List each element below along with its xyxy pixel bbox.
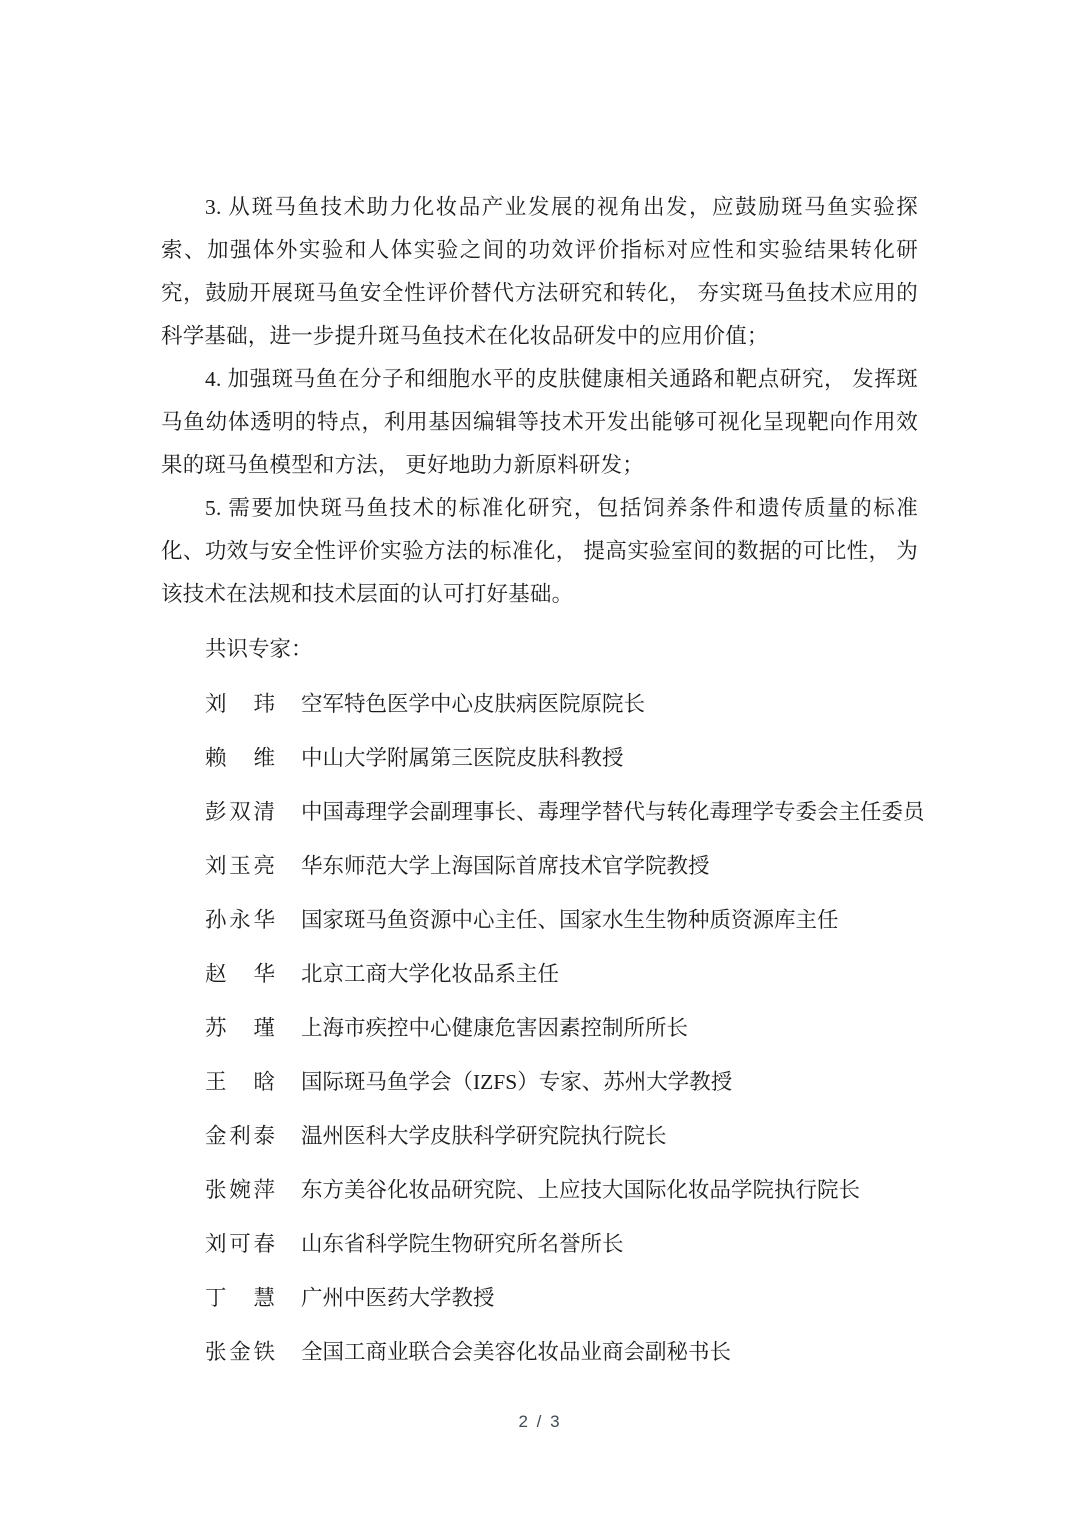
expert-title: 中山大学附属第三医院皮肤科教授	[301, 746, 624, 770]
expert-row	[161, 1277, 918, 1320]
expert-list	[161, 683, 925, 1374]
expert-row	[161, 1169, 918, 1212]
expert-title: 上海市疾控中心健康危害因素控制所所长	[301, 1016, 689, 1040]
expert-name: 苏 瑾	[205, 1016, 275, 1040]
expert-row	[161, 953, 918, 996]
page-number: 2 / 3	[518, 1412, 562, 1431]
expert-name: 张金铁	[205, 1340, 275, 1364]
paragraph-5: 5. 需要加快斑马鱼技术的标准化研究，包括饲养条件和遗传质量的标准化、功效与安全性评价实验方法的标准化， 提高实验室间的数据的可比性， 为该技术在法规和技术层面的认可打好基础。	[161, 496, 918, 606]
expert-title: 山东省科学院生物研究所名誉所长	[301, 1232, 624, 1256]
expert-title: 东方美谷化妆品研究院、上应技大国际化妆品学院执行院长	[301, 1178, 861, 1202]
expert-name: 赵 华	[205, 962, 275, 986]
expert-name: 王 晗	[205, 1070, 275, 1094]
expert-row	[161, 845, 918, 888]
expert-row	[161, 683, 918, 726]
expert-title: 中国毒理学会副理事长、毒理学替代与转化毒理学专委会主任委员	[301, 800, 925, 824]
expert-row	[161, 1223, 918, 1266]
expert-name: 赖 维	[205, 746, 275, 770]
expert-row	[161, 1061, 918, 1104]
expert-name: 张婉萍	[205, 1178, 275, 1202]
expert-row	[161, 1115, 918, 1158]
expert-title: 华东师范大学上海国际首席技术官学院教授	[301, 854, 710, 878]
paragraph-3: 3. 从斑马鱼技术助力化妆品产业发展的视角出发，应鼓励斑马鱼实验探索、加强体外实验和人体实验之间的功效评价指标对应性和实验结果转化研究，鼓励开展斑马鱼安全性评价替代方法研究和转化， 夯实斑马鱼技术应用的科学基础，进一步提升斑马鱼技术在化妆品研发中的应用价值；	[161, 195, 918, 348]
expert-name: 金利泰	[205, 1124, 275, 1148]
expert-title: 北京工商大学化妆品系主任	[301, 962, 560, 986]
expert-title: 空军特色医学中心皮肤病医院原院长	[301, 692, 646, 716]
experts-heading: 共识专家：	[205, 637, 313, 661]
expert-row	[161, 1331, 918, 1374]
expert-name: 刘 玮	[205, 692, 275, 716]
expert-name: 彭双清	[205, 800, 275, 824]
expert-row	[161, 899, 918, 942]
document-content	[161, 186, 925, 1374]
paragraph-4: 4. 加强斑马鱼在分子和细胞水平的皮肤健康相关通路和靶点研究， 发挥斑马鱼幼体透明的特点，利用基因编辑等技术开发出能够可视化呈现靶向作用效果的斑马鱼模型和方法， 更好地助力新原料研发；	[161, 367, 918, 477]
expert-title: 广州中医药大学教授	[301, 1286, 495, 1310]
expert-title: 国家斑马鱼资源中心主任、国家水生生物种质资源库主任	[301, 908, 839, 932]
expert-name: 刘可春	[205, 1232, 275, 1256]
expert-title: 温州医科大学皮肤科学研究院执行院长	[301, 1124, 667, 1148]
expert-name: 刘玉亮	[205, 854, 275, 878]
expert-row	[161, 1007, 918, 1050]
expert-title: 国际斑马鱼学会（IZFS）专家、苏州大学教授	[301, 1070, 733, 1094]
expert-name: 丁 慧	[205, 1286, 275, 1310]
expert-row	[161, 737, 918, 780]
expert-name: 孙永华	[205, 908, 275, 932]
expert-title: 全国工商业联合会美容化妆品业商会副秘书长	[301, 1340, 732, 1364]
expert-row	[161, 791, 925, 834]
